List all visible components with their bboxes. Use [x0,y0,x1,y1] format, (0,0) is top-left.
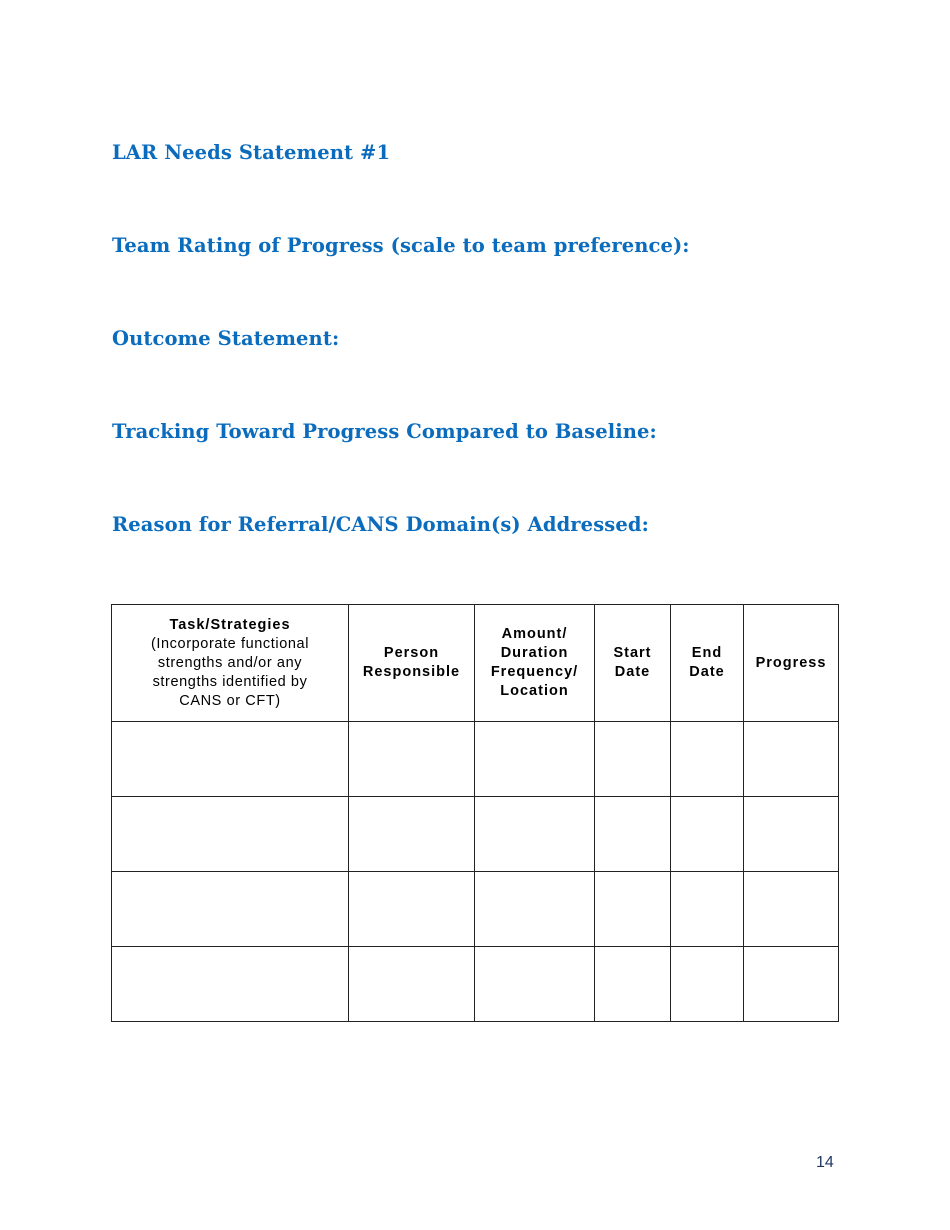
task-cell[interactable] [112,947,349,1022]
header-line: Person [383,645,440,661]
amount-cell[interactable] [475,947,595,1022]
progress-cell[interactable] [744,797,839,872]
column-header-task-strategies [112,605,349,722]
header-line: End [691,645,723,661]
progress-cell[interactable] [744,947,839,1022]
column-header-person-responsible [349,605,475,722]
header-line: Date [689,664,725,680]
start-date-cell[interactable] [595,722,671,797]
tracking-progress-heading: Tracking Toward Progress Compared to Baseline: [112,420,657,443]
header-line: Location [500,683,569,699]
header-line: Date [614,664,651,680]
progress-cell[interactable] [744,872,839,947]
end-date-cell[interactable] [671,872,744,947]
start-date-cell[interactable] [595,947,671,1022]
header-line: Amount/ [501,626,568,642]
start-date-cell[interactable] [595,872,671,947]
column-header-progress [744,605,839,722]
table-row [112,722,839,797]
page-number: 14 [816,1154,834,1171]
column-header-start-date [595,605,671,722]
task-subtitle-line: (Incorporate functional [150,635,310,652]
end-date-cell[interactable] [671,797,744,872]
task-subtitle-line: CANS or CFT) [179,692,281,709]
task-strategies-title: Task/Strategies [169,616,291,633]
team-rating-heading: Team Rating of Progress (scale to team preference): [112,234,690,257]
person-cell[interactable] [349,947,475,1022]
end-date-cell[interactable] [671,722,744,797]
column-header-end-date [671,605,744,722]
amount-cell[interactable] [475,722,595,797]
header-line: Start [613,645,652,661]
strategy-table [111,604,839,1022]
task-strategies-subtitle [112,635,348,711]
amount-cell[interactable] [475,872,595,947]
task-cell[interactable] [112,872,349,947]
task-cell[interactable] [112,797,349,872]
end-date-cell[interactable] [671,947,744,1022]
task-subtitle-line: strengths identified by [152,673,308,690]
needs-statement-heading: LAR Needs Statement #1 [112,141,391,164]
progress-cell[interactable] [744,722,839,797]
table-row [112,947,839,1022]
table-row [112,872,839,947]
column-header-amount-duration [475,605,595,722]
header-line: Duration [500,645,569,661]
table-header-row [112,605,839,722]
table-row [112,797,839,872]
person-cell[interactable] [349,797,475,872]
outcome-statement-heading: Outcome Statement: [112,327,340,350]
task-cell[interactable] [112,722,349,797]
task-subtitle-line: strengths and/or any [157,654,303,671]
header-line: Frequency/ [490,664,579,680]
person-cell[interactable] [349,872,475,947]
start-date-cell[interactable] [595,797,671,872]
amount-cell[interactable] [475,797,595,872]
header-line: Responsible [362,664,461,680]
header-line: Progress [755,654,827,671]
person-cell[interactable] [349,722,475,797]
reason-referral-heading: Reason for Referral/CANS Domain(s) Addressed: [112,513,649,536]
